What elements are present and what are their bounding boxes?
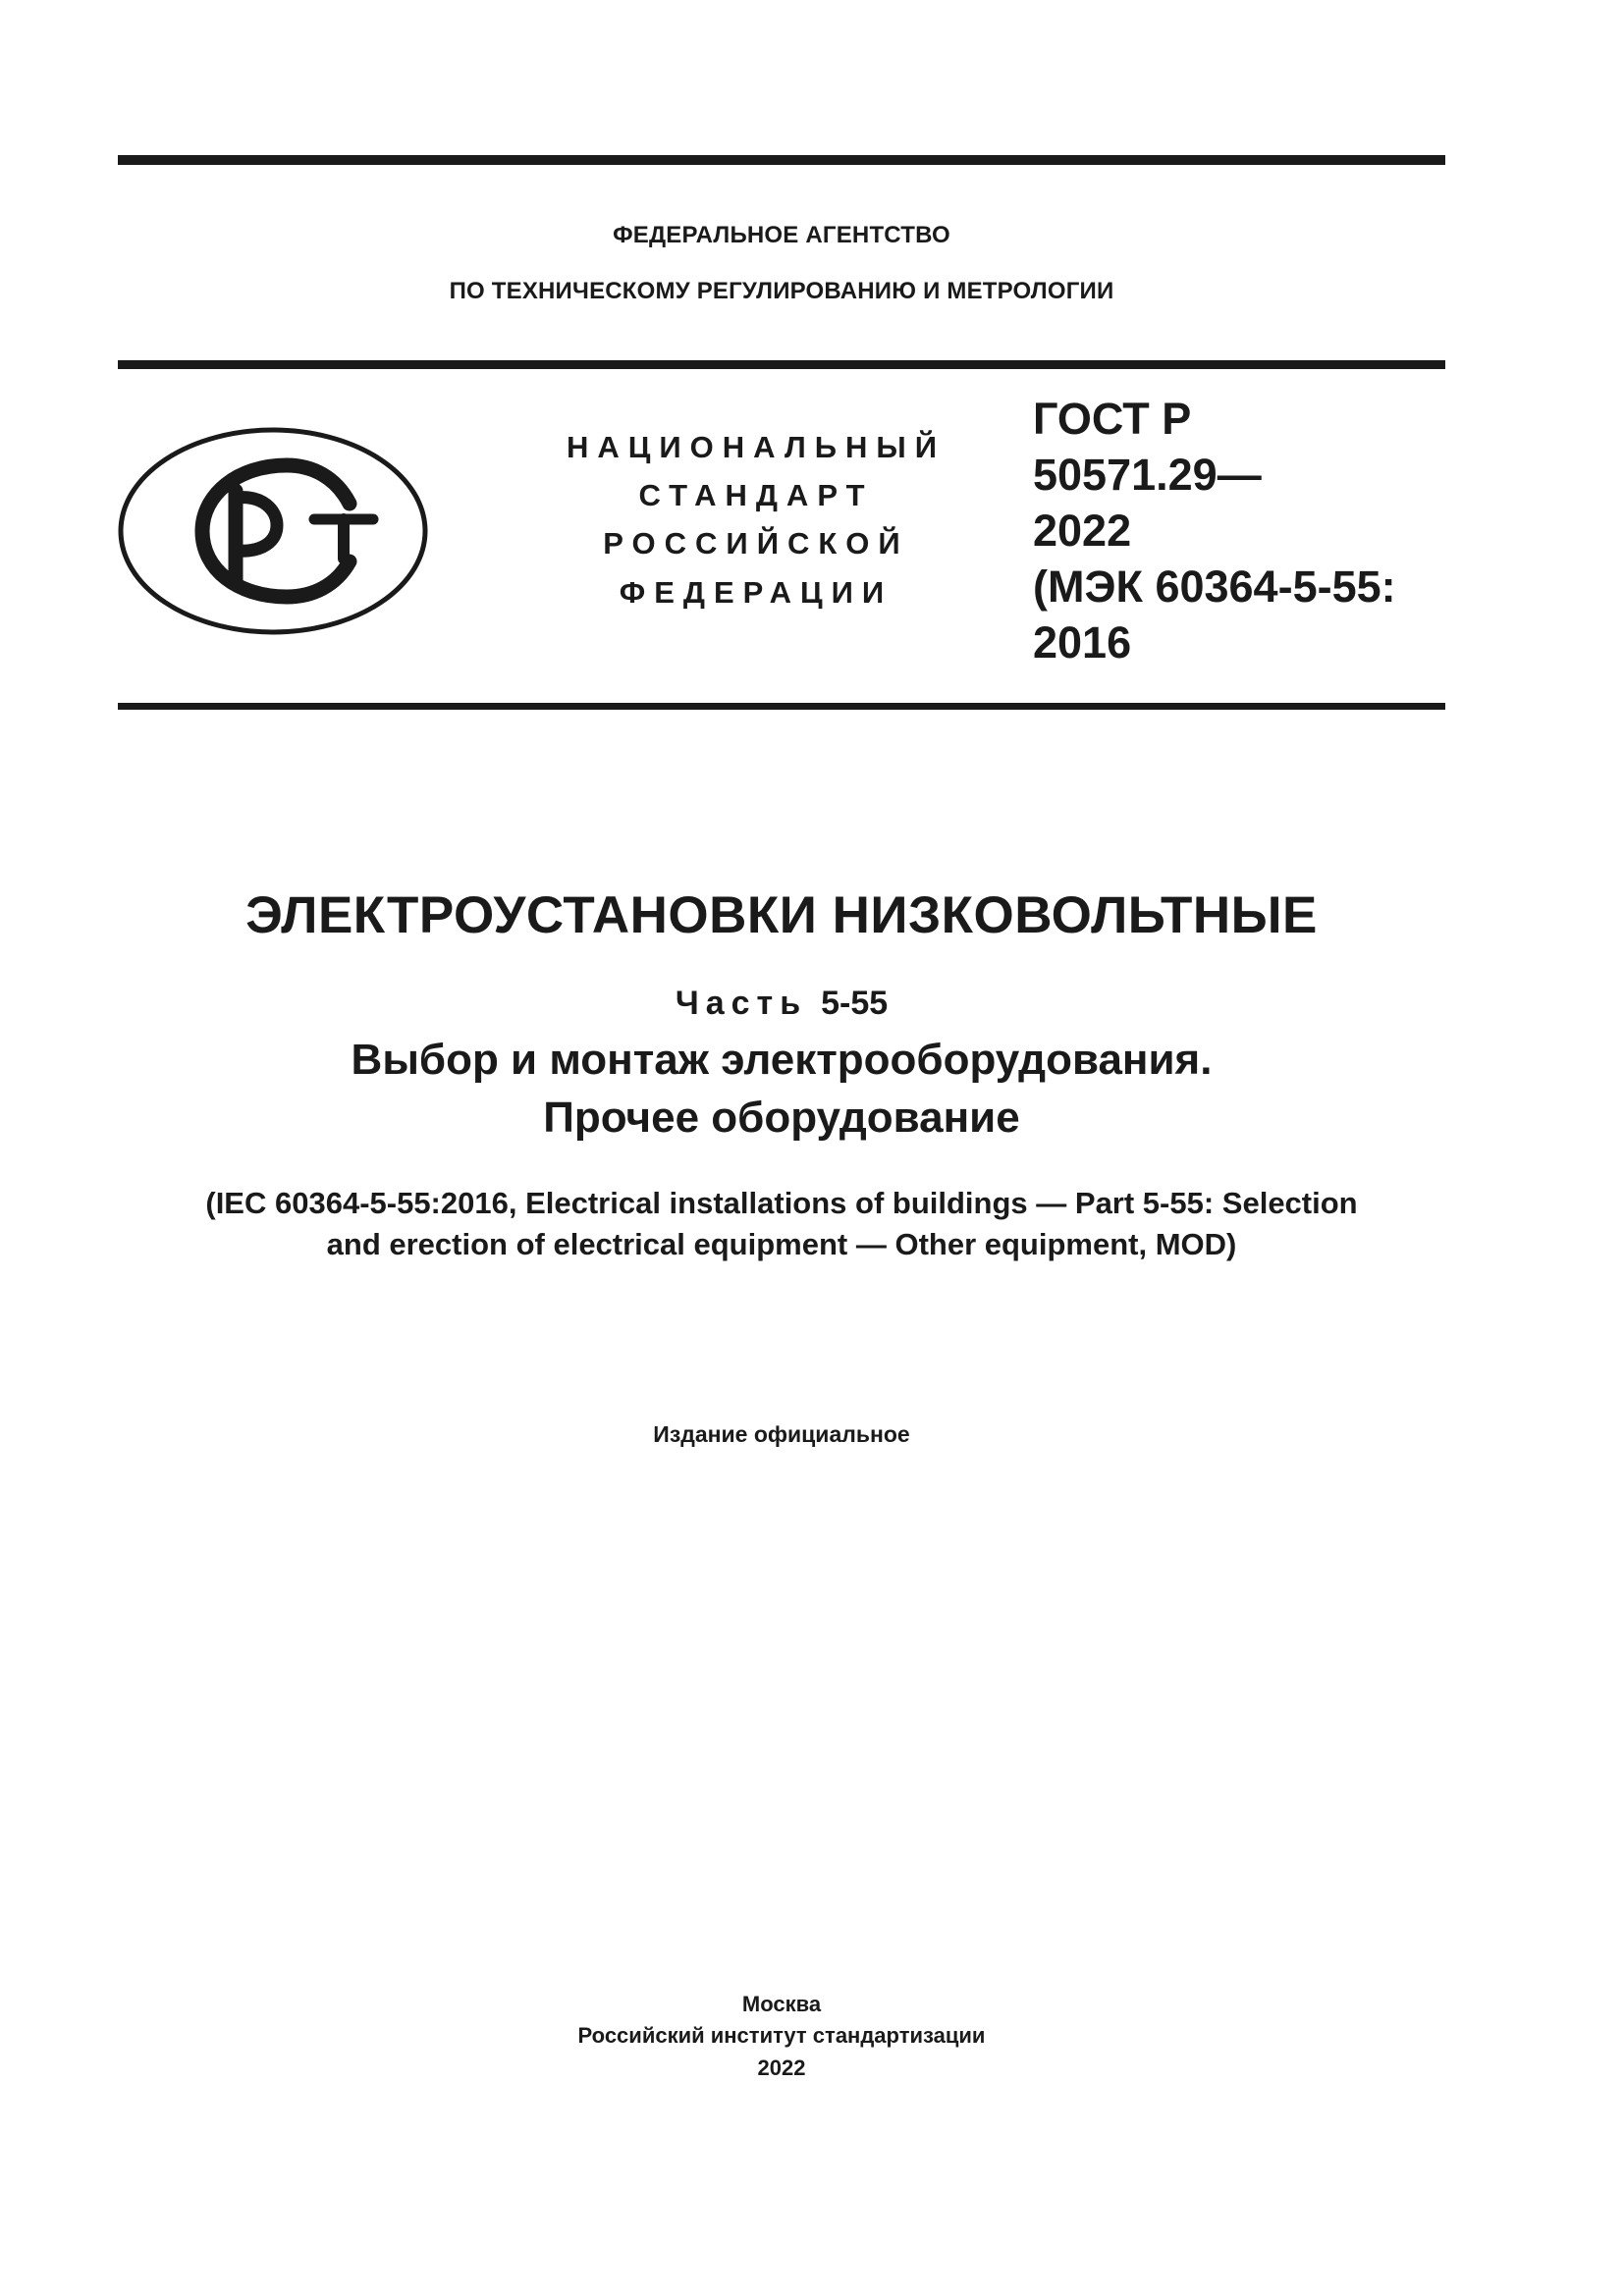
publication-year: 2022 — [757, 2056, 806, 2080]
designation-line-5: 2016 — [1033, 617, 1132, 667]
iec-reference-line-2: and erection of electrical equipment — Other equipment, MOD) — [326, 1227, 1237, 1261]
standard-type-line-1: НАЦИОНАЛЬНЫЙ — [566, 430, 947, 464]
designation-rule — [118, 703, 1445, 710]
header-rule — [118, 360, 1445, 369]
iec-reference-line-1: (IEC 60364-5-55:2016, Electrical installations of buildings — Part 5-55: Selection — [205, 1186, 1358, 1220]
edition-note: Издание официальное — [653, 1421, 910, 1447]
designation-line-2: 50571.29— — [1033, 450, 1262, 500]
part-heading — [118, 985, 1445, 1023]
subtitle-line-1: Выбор и монтаж электрооборудования. — [351, 1036, 1213, 1084]
part-number: 5-55 — [821, 985, 889, 1022]
publisher-city: Москва — [741, 1992, 822, 2016]
subtitle-line-2: Прочее оборудование — [543, 1094, 1020, 1142]
standard-designation — [1033, 391, 1465, 670]
standard-type-line-2: СТАНДАРТ — [638, 478, 874, 512]
standard-type-line-3: РОССИЙСКОЙ — [603, 526, 909, 561]
agency-name-line-2: ПО ТЕХНИЧЕСКОМУ РЕГУЛИРОВАНИЮ И МЕТРОЛОГИИ — [449, 278, 1114, 304]
part-label: Часть — [675, 985, 808, 1022]
agency-name-line-1: ФЕДЕРАЛЬНОЕ АГЕНТСТВО — [613, 222, 950, 248]
publisher-name: Российский институт стандартизации — [577, 2023, 986, 2048]
designation-line-3: 2022 — [1033, 506, 1132, 556]
document-title: ЭЛЕКТРОУСТАНОВКИ НИЗКОВОЛЬТНЫЕ — [245, 886, 1318, 944]
standard-type-line-4: ФЕДЕРАЦИИ — [619, 575, 893, 610]
designation-line-4: (МЭК 60364-5-55: — [1033, 561, 1396, 612]
rst-certification-mark-icon — [116, 424, 430, 638]
designation-line-1: ГОСТ Р — [1033, 394, 1192, 444]
top-rule — [118, 155, 1445, 165]
